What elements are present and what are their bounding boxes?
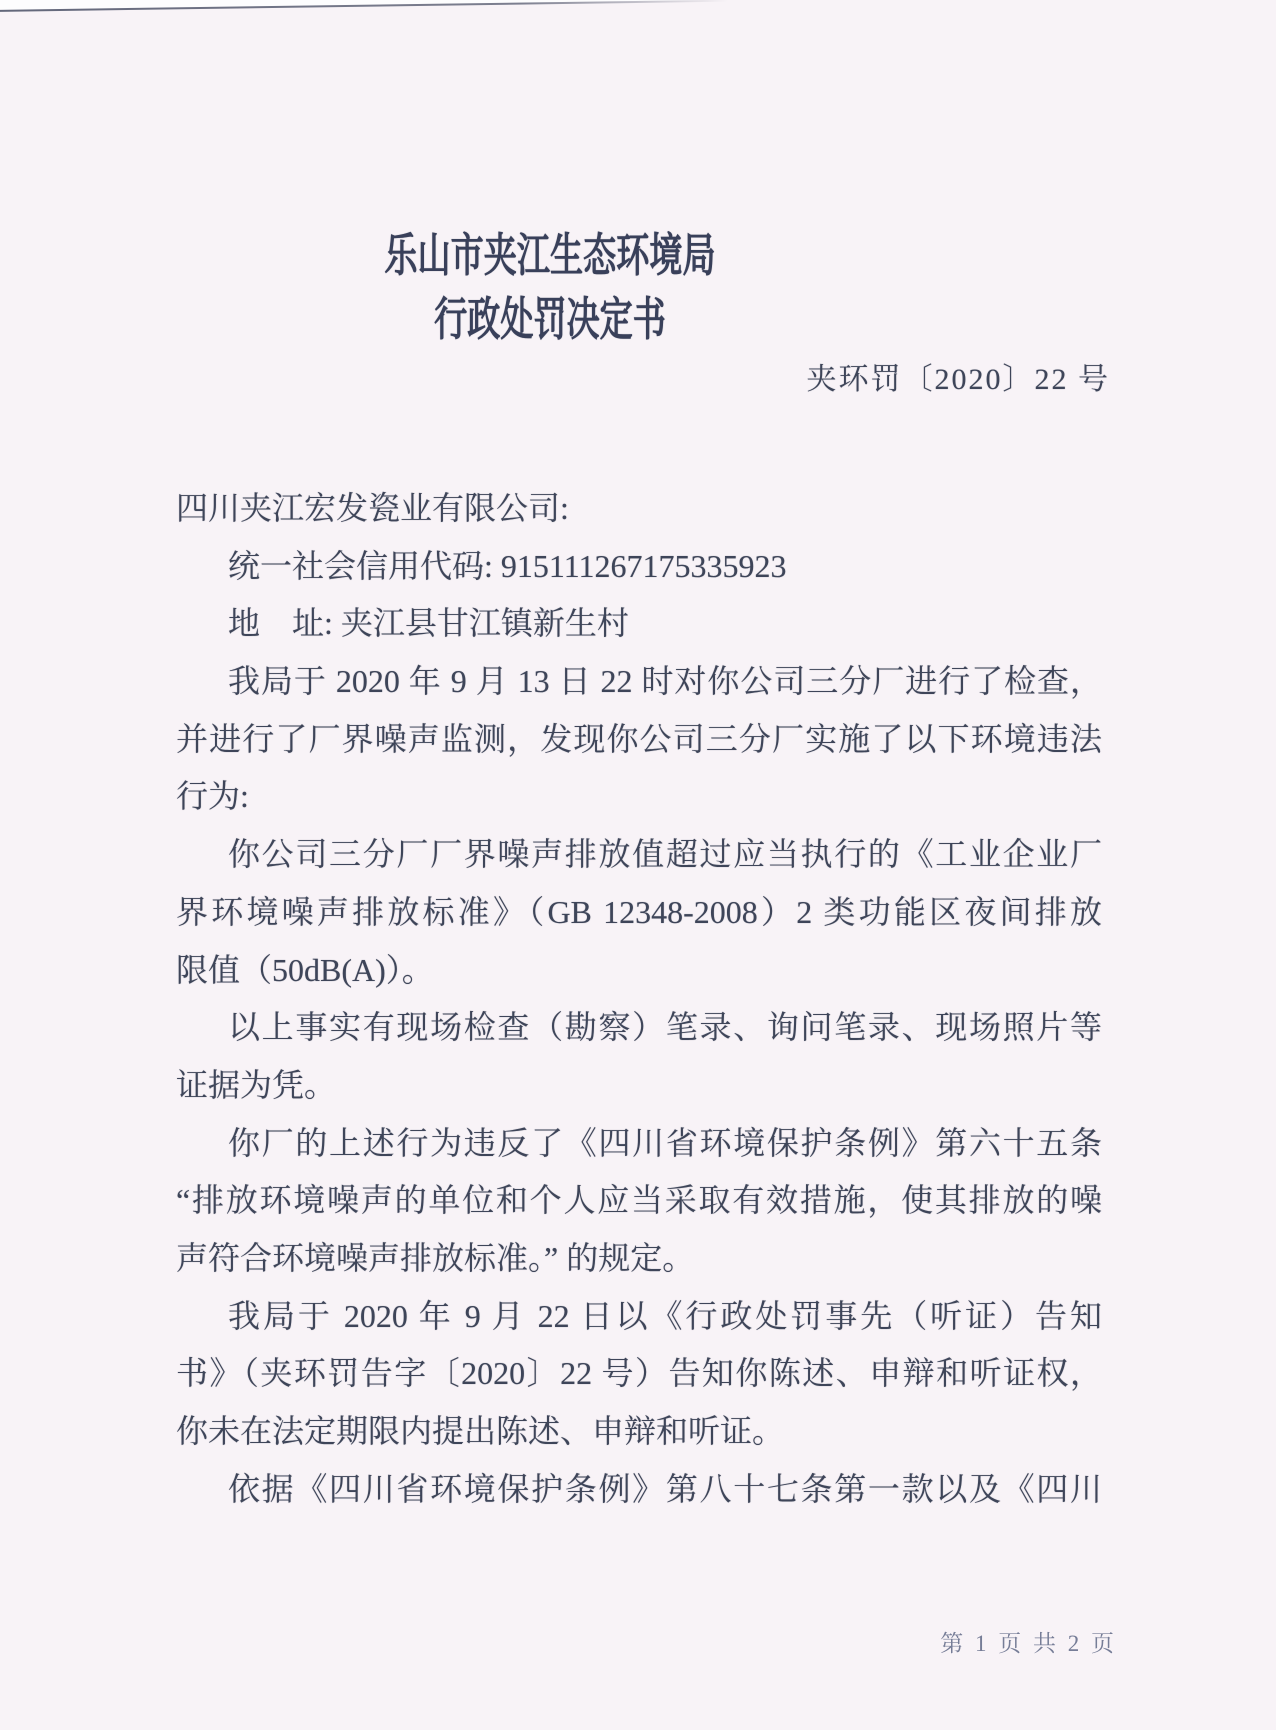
body-line: 依据《四川省环境保护条例》第八十七条第一款以及《四川	[228, 1470, 1102, 1507]
body-line: 统一社会信用代码: 915111267175335923	[228, 547, 787, 584]
body-line: 以上事实有现场检查（勘察）笔录、询问笔录、现场照片等	[228, 1009, 1102, 1046]
body-line: “排放环境噪声的单位和个人应当采取有效措施，使其排放的噪	[176, 1182, 1102, 1219]
body-line: 我局于 2020 年 9 月 13 日 22 时对你公司三分厂进行了检查，	[228, 663, 1102, 700]
body-line: 并进行了厂界噪声监测，发现你公司三分厂实施了以下环境违法	[176, 720, 1102, 757]
document-body	[176, 480, 1102, 1518]
document-header	[88, 224, 1012, 352]
document-number: 夹环罚〔2020〕22 号	[806, 363, 1110, 396]
body-line: 你未在法定期限内提出陈述、申辩和听证。	[176, 1413, 785, 1449]
body-line: 你公司三分厂厂界噪声排放值超过应当执行的《工业企业厂	[228, 836, 1102, 873]
body-line: 四川夹江宏发瓷业有限公司:	[176, 490, 569, 526]
body-line: 行为:	[176, 778, 249, 815]
body-line: 声符合环境噪声排放标准。” 的规定。	[176, 1239, 695, 1276]
body-line: 限值（50dB(A)）。	[176, 951, 434, 988]
document-subtitle: 行政处罚决定书	[434, 294, 666, 345]
body-line: 地 址: 夹江县甘江镇新生村	[228, 605, 629, 642]
body-line: 书》（夹环罚告字〔2020〕22 号）告知你陈述、申辩和听证权，	[176, 1355, 1102, 1392]
body-line: 证据为凭。	[176, 1066, 337, 1103]
page-footer: 第 1 页 共 2 页	[940, 1631, 1117, 1656]
document-title: 乐山市夹江生态环境局	[384, 230, 716, 281]
body-line: 你厂的上述行为违反了《四川省环境保护条例》第六十五条	[228, 1124, 1102, 1161]
body-line: 我局于 2020 年 9 月 22 日以《行政处罚事先（听证）告知	[228, 1297, 1102, 1334]
body-line: 界环境噪声排放标准》（GB 12348-2008）2 类功能区夜间排放	[176, 893, 1102, 930]
